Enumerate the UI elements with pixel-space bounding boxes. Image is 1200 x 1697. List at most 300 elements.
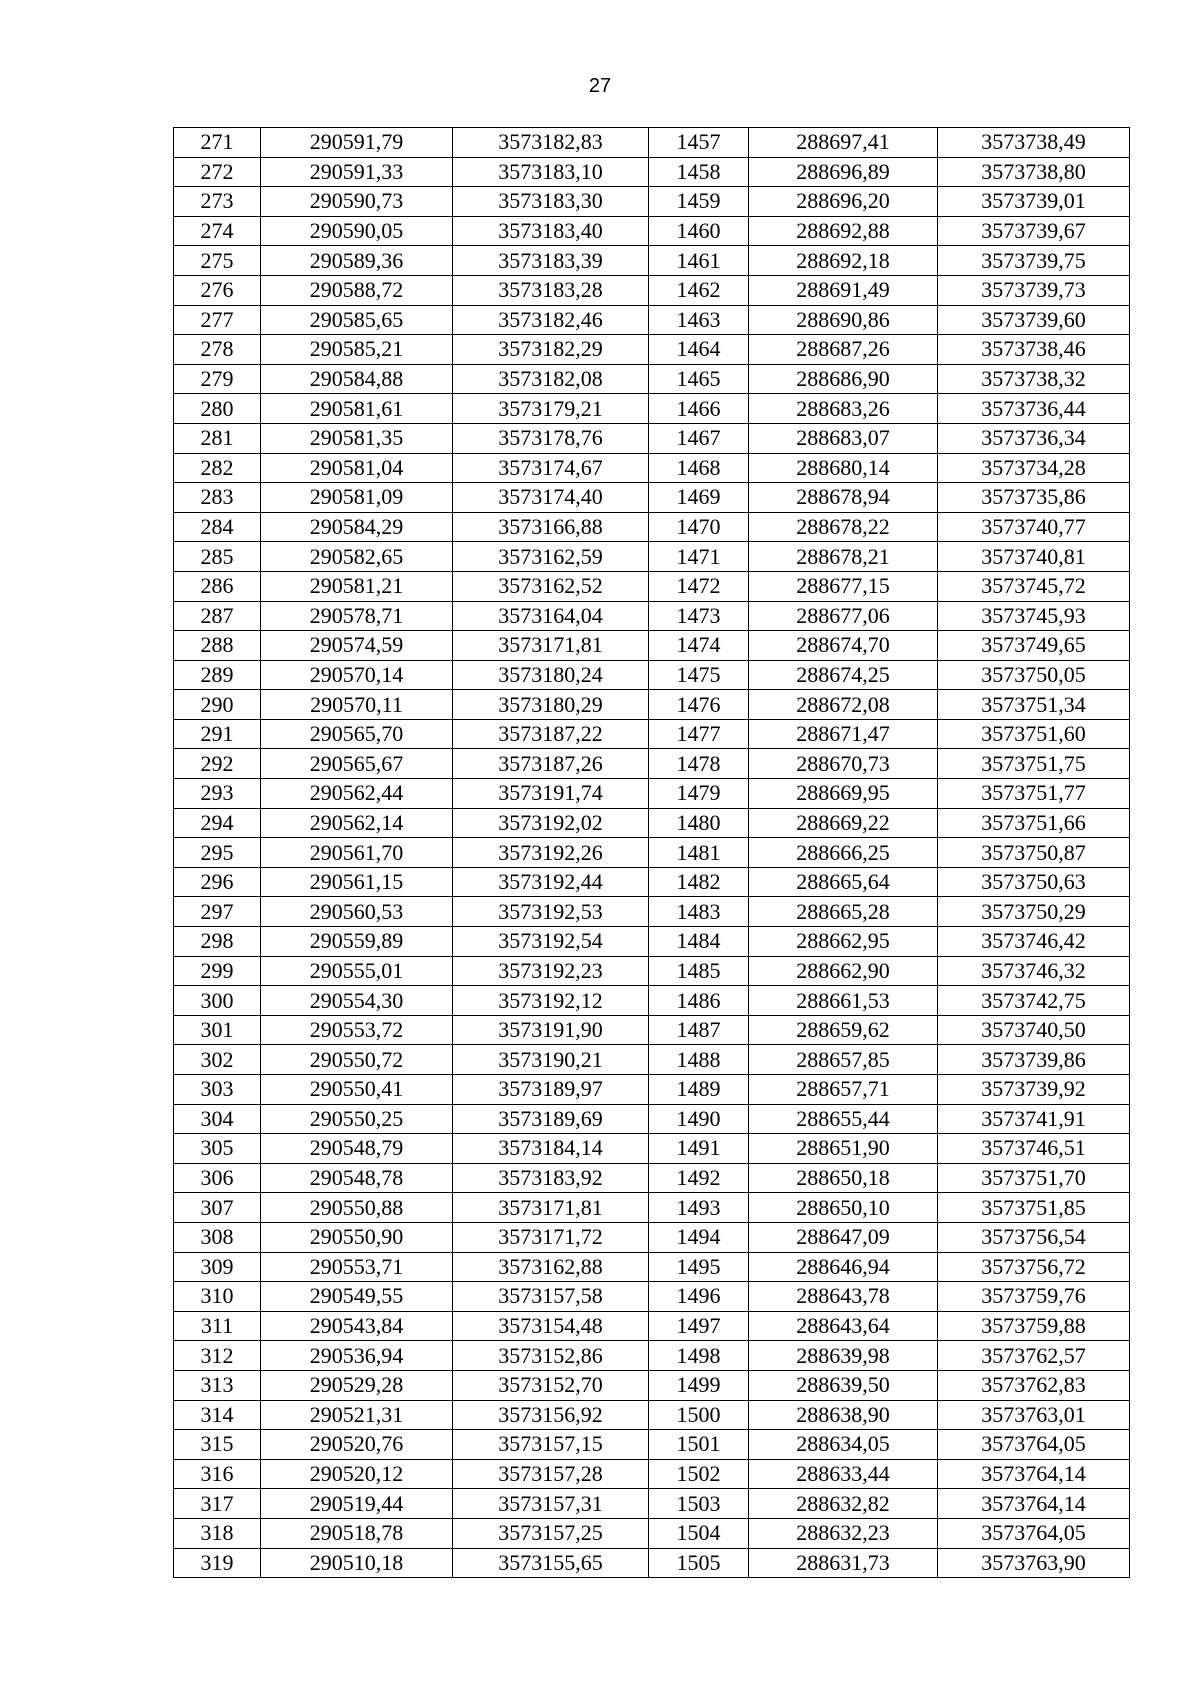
table-row	[174, 216, 1130, 246]
x-coordinate-right-cell: 288631,73	[749, 1548, 938, 1578]
table-row	[174, 867, 1130, 897]
point-number-left-cell: 285	[174, 542, 261, 572]
point-number-left-cell: 279	[174, 364, 261, 394]
x-coordinate-left-cell: 290578,71	[261, 601, 453, 631]
point-number-left-cell: 276	[174, 275, 261, 305]
x-coordinate-right-cell: 288651,90	[749, 1134, 938, 1164]
y-coordinate-right-cell: 3573745,93	[938, 601, 1130, 631]
y-coordinate-right-cell: 3573746,51	[938, 1134, 1130, 1164]
x-coordinate-right-cell: 288665,64	[749, 867, 938, 897]
table-row	[174, 364, 1130, 394]
point-number-right-cell: 1480	[649, 808, 749, 838]
y-coordinate-right-cell: 3573742,75	[938, 986, 1130, 1016]
point-number-left-cell: 272	[174, 157, 261, 187]
point-number-right-cell: 1461	[649, 246, 749, 276]
point-number-left-cell: 309	[174, 1252, 261, 1282]
y-coordinate-right-cell: 3573764,05	[938, 1518, 1130, 1548]
x-coordinate-right-cell: 288677,06	[749, 601, 938, 631]
x-coordinate-left-cell: 290550,88	[261, 1193, 453, 1223]
table-row	[174, 305, 1130, 335]
x-coordinate-right-cell: 288633,44	[749, 1459, 938, 1489]
y-coordinate-right-cell: 3573736,44	[938, 394, 1130, 424]
x-coordinate-right-cell: 288655,44	[749, 1104, 938, 1134]
x-coordinate-right-cell: 288639,50	[749, 1370, 938, 1400]
y-coordinate-left-cell: 3573183,92	[453, 1163, 649, 1193]
y-coordinate-left-cell: 3573192,44	[453, 867, 649, 897]
x-coordinate-right-cell: 288639,98	[749, 1341, 938, 1371]
table-row	[174, 1548, 1130, 1578]
x-coordinate-right-cell: 288643,64	[749, 1311, 938, 1341]
y-coordinate-left-cell: 3573162,88	[453, 1252, 649, 1282]
table-row	[174, 571, 1130, 601]
point-number-right-cell: 1467	[649, 423, 749, 453]
y-coordinate-right-cell: 3573738,49	[938, 128, 1130, 158]
table-row	[174, 1222, 1130, 1252]
x-coordinate-left-cell: 290536,94	[261, 1341, 453, 1371]
x-coordinate-left-cell: 290562,44	[261, 779, 453, 809]
y-coordinate-right-cell: 3573762,57	[938, 1341, 1130, 1371]
y-coordinate-left-cell: 3573174,40	[453, 483, 649, 513]
y-coordinate-right-cell: 3573740,81	[938, 542, 1130, 572]
table-row	[174, 1400, 1130, 1430]
page-number: 27	[588, 75, 612, 97]
y-coordinate-left-cell: 3573162,59	[453, 542, 649, 572]
point-number-left-cell: 289	[174, 660, 261, 690]
y-coordinate-right-cell: 3573741,91	[938, 1104, 1130, 1134]
y-coordinate-left-cell: 3573152,86	[453, 1341, 649, 1371]
x-coordinate-left-cell: 290553,72	[261, 1015, 453, 1045]
table-row	[174, 986, 1130, 1016]
point-number-right-cell: 1472	[649, 571, 749, 601]
point-number-left-cell: 310	[174, 1282, 261, 1312]
y-coordinate-right-cell: 3573739,67	[938, 216, 1130, 246]
x-coordinate-left-cell: 290588,72	[261, 275, 453, 305]
point-number-left-cell: 314	[174, 1400, 261, 1430]
y-coordinate-left-cell: 3573182,83	[453, 128, 649, 158]
x-coordinate-left-cell: 290543,84	[261, 1311, 453, 1341]
y-coordinate-left-cell: 3573180,24	[453, 660, 649, 690]
point-number-right-cell: 1499	[649, 1370, 749, 1400]
x-coordinate-left-cell: 290565,70	[261, 719, 453, 749]
point-number-left-cell: 307	[174, 1193, 261, 1223]
point-number-left-cell: 288	[174, 631, 261, 661]
y-coordinate-right-cell: 3573739,75	[938, 246, 1130, 276]
x-coordinate-right-cell: 288696,89	[749, 157, 938, 187]
point-number-right-cell: 1477	[649, 719, 749, 749]
x-coordinate-right-cell: 288680,14	[749, 453, 938, 483]
x-coordinate-right-cell: 288677,15	[749, 571, 938, 601]
point-number-left-cell: 278	[174, 335, 261, 365]
y-coordinate-left-cell: 3573182,29	[453, 335, 649, 365]
y-coordinate-left-cell: 3573154,48	[453, 1311, 649, 1341]
point-number-left-cell: 312	[174, 1341, 261, 1371]
point-number-right-cell: 1484	[649, 927, 749, 957]
y-coordinate-left-cell: 3573180,29	[453, 690, 649, 720]
x-coordinate-right-cell: 288657,71	[749, 1075, 938, 1105]
table-row	[174, 157, 1130, 187]
x-coordinate-left-cell: 290570,11	[261, 690, 453, 720]
point-number-left-cell: 300	[174, 986, 261, 1016]
point-number-right-cell: 1481	[649, 838, 749, 868]
point-number-right-cell: 1466	[649, 394, 749, 424]
x-coordinate-left-cell: 290581,35	[261, 423, 453, 453]
table-row	[174, 1075, 1130, 1105]
y-coordinate-left-cell: 3573156,92	[453, 1400, 649, 1430]
point-number-left-cell: 273	[174, 187, 261, 217]
x-coordinate-left-cell: 290553,71	[261, 1252, 453, 1282]
table-row	[174, 483, 1130, 513]
y-coordinate-left-cell: 3573171,81	[453, 631, 649, 661]
x-coordinate-right-cell: 288674,70	[749, 631, 938, 661]
x-coordinate-right-cell: 288650,10	[749, 1193, 938, 1223]
table-row	[174, 335, 1130, 365]
x-coordinate-left-cell: 290591,33	[261, 157, 453, 187]
x-coordinate-left-cell: 290591,79	[261, 128, 453, 158]
x-coordinate-right-cell: 288678,22	[749, 512, 938, 542]
table-row	[174, 1045, 1130, 1075]
point-number-right-cell: 1460	[649, 216, 749, 246]
x-coordinate-right-cell: 288659,62	[749, 1015, 938, 1045]
x-coordinate-left-cell: 290570,14	[261, 660, 453, 690]
x-coordinate-right-cell: 288646,94	[749, 1252, 938, 1282]
y-coordinate-left-cell: 3573192,23	[453, 956, 649, 986]
table-row	[174, 128, 1130, 158]
table-row	[174, 660, 1130, 690]
point-number-left-cell: 294	[174, 808, 261, 838]
x-coordinate-left-cell: 290585,65	[261, 305, 453, 335]
point-number-right-cell: 1482	[649, 867, 749, 897]
y-coordinate-left-cell: 3573182,08	[453, 364, 649, 394]
point-number-left-cell: 296	[174, 867, 261, 897]
point-number-right-cell: 1464	[649, 335, 749, 365]
table-row	[174, 1104, 1130, 1134]
x-coordinate-right-cell: 288662,95	[749, 927, 938, 957]
table-row	[174, 1163, 1130, 1193]
y-coordinate-right-cell: 3573759,88	[938, 1311, 1130, 1341]
point-number-left-cell: 282	[174, 453, 261, 483]
y-coordinate-right-cell: 3573751,77	[938, 779, 1130, 809]
x-coordinate-right-cell: 288670,73	[749, 749, 938, 779]
y-coordinate-left-cell: 3573183,39	[453, 246, 649, 276]
table-row	[174, 956, 1130, 986]
y-coordinate-right-cell: 3573746,32	[938, 956, 1130, 986]
point-number-right-cell: 1474	[649, 631, 749, 661]
x-coordinate-right-cell: 288657,85	[749, 1045, 938, 1075]
y-coordinate-left-cell: 3573189,69	[453, 1104, 649, 1134]
x-coordinate-left-cell: 290555,01	[261, 956, 453, 986]
point-number-left-cell: 298	[174, 927, 261, 957]
point-number-right-cell: 1458	[649, 157, 749, 187]
y-coordinate-left-cell: 3573184,14	[453, 1134, 649, 1164]
point-number-right-cell: 1496	[649, 1282, 749, 1312]
y-coordinate-right-cell: 3573762,83	[938, 1370, 1130, 1400]
point-number-right-cell: 1500	[649, 1400, 749, 1430]
table-row	[174, 1282, 1130, 1312]
y-coordinate-right-cell: 3573740,77	[938, 512, 1130, 542]
point-number-left-cell: 317	[174, 1489, 261, 1519]
y-coordinate-right-cell: 3573756,54	[938, 1222, 1130, 1252]
y-coordinate-left-cell: 3573187,26	[453, 749, 649, 779]
x-coordinate-right-cell: 288634,05	[749, 1430, 938, 1460]
x-coordinate-left-cell: 290562,14	[261, 808, 453, 838]
point-number-right-cell: 1495	[649, 1252, 749, 1282]
point-number-left-cell: 280	[174, 394, 261, 424]
x-coordinate-left-cell: 290584,29	[261, 512, 453, 542]
y-coordinate-right-cell: 3573751,60	[938, 719, 1130, 749]
point-number-right-cell: 1492	[649, 1163, 749, 1193]
point-number-right-cell: 1487	[649, 1015, 749, 1045]
x-coordinate-right-cell: 288662,90	[749, 956, 938, 986]
point-number-right-cell: 1476	[649, 690, 749, 720]
point-number-right-cell: 1473	[649, 601, 749, 631]
point-number-left-cell: 281	[174, 423, 261, 453]
point-number-right-cell: 1505	[649, 1548, 749, 1578]
table-row	[174, 453, 1130, 483]
coordinates-table	[173, 127, 1130, 1578]
x-coordinate-right-cell: 288666,25	[749, 838, 938, 868]
y-coordinate-left-cell: 3573162,52	[453, 571, 649, 601]
y-coordinate-right-cell: 3573736,34	[938, 423, 1130, 453]
y-coordinate-left-cell: 3573192,12	[453, 986, 649, 1016]
x-coordinate-left-cell: 290590,05	[261, 216, 453, 246]
y-coordinate-left-cell: 3573157,31	[453, 1489, 649, 1519]
point-number-left-cell: 305	[174, 1134, 261, 1164]
point-number-right-cell: 1503	[649, 1489, 749, 1519]
point-number-right-cell: 1478	[649, 749, 749, 779]
x-coordinate-right-cell: 288678,21	[749, 542, 938, 572]
y-coordinate-left-cell: 3573192,53	[453, 897, 649, 927]
table-row	[174, 187, 1130, 217]
y-coordinate-left-cell: 3573183,40	[453, 216, 649, 246]
x-coordinate-left-cell: 290520,12	[261, 1459, 453, 1489]
table-row	[174, 690, 1130, 720]
point-number-left-cell: 304	[174, 1104, 261, 1134]
table-row	[174, 897, 1130, 927]
y-coordinate-left-cell: 3573157,58	[453, 1282, 649, 1312]
x-coordinate-left-cell: 290581,21	[261, 571, 453, 601]
y-coordinate-left-cell: 3573178,76	[453, 423, 649, 453]
point-number-left-cell: 302	[174, 1045, 261, 1075]
table-row	[174, 1193, 1130, 1223]
table-row	[174, 542, 1130, 572]
y-coordinate-right-cell: 3573750,29	[938, 897, 1130, 927]
point-number-right-cell: 1486	[649, 986, 749, 1016]
y-coordinate-right-cell: 3573764,14	[938, 1459, 1130, 1489]
y-coordinate-right-cell: 3573756,72	[938, 1252, 1130, 1282]
y-coordinate-left-cell: 3573183,10	[453, 157, 649, 187]
x-coordinate-left-cell: 290581,09	[261, 483, 453, 513]
x-coordinate-left-cell: 290559,89	[261, 927, 453, 957]
x-coordinate-left-cell: 290520,76	[261, 1430, 453, 1460]
y-coordinate-right-cell: 3573751,34	[938, 690, 1130, 720]
table-row	[174, 1341, 1130, 1371]
x-coordinate-left-cell: 290581,61	[261, 394, 453, 424]
y-coordinate-right-cell: 3573738,80	[938, 157, 1130, 187]
point-number-right-cell: 1465	[649, 364, 749, 394]
point-number-right-cell: 1471	[649, 542, 749, 572]
y-coordinate-right-cell: 3573759,76	[938, 1282, 1130, 1312]
y-coordinate-right-cell: 3573763,90	[938, 1548, 1130, 1578]
table-row	[174, 1134, 1130, 1164]
point-number-left-cell: 271	[174, 128, 261, 158]
y-coordinate-left-cell: 3573174,67	[453, 453, 649, 483]
x-coordinate-left-cell: 290561,15	[261, 867, 453, 897]
point-number-left-cell: 316	[174, 1459, 261, 1489]
point-number-left-cell: 306	[174, 1163, 261, 1193]
y-coordinate-right-cell: 3573739,01	[938, 187, 1130, 217]
x-coordinate-right-cell: 288661,53	[749, 986, 938, 1016]
point-number-left-cell: 319	[174, 1548, 261, 1578]
table-row	[174, 512, 1130, 542]
y-coordinate-right-cell: 3573751,75	[938, 749, 1130, 779]
y-coordinate-left-cell: 3573192,54	[453, 927, 649, 957]
x-coordinate-left-cell: 290560,53	[261, 897, 453, 927]
x-coordinate-right-cell: 288647,09	[749, 1222, 938, 1252]
x-coordinate-right-cell: 288686,90	[749, 364, 938, 394]
y-coordinate-left-cell: 3573157,28	[453, 1459, 649, 1489]
x-coordinate-left-cell: 290518,78	[261, 1518, 453, 1548]
table-row	[174, 394, 1130, 424]
x-coordinate-left-cell: 290548,79	[261, 1134, 453, 1164]
x-coordinate-left-cell: 290590,73	[261, 187, 453, 217]
x-coordinate-right-cell: 288671,47	[749, 719, 938, 749]
point-number-right-cell: 1502	[649, 1459, 749, 1489]
point-number-right-cell: 1469	[649, 483, 749, 513]
y-coordinate-left-cell: 3573157,25	[453, 1518, 649, 1548]
point-number-left-cell: 283	[174, 483, 261, 513]
y-coordinate-right-cell: 3573738,32	[938, 364, 1130, 394]
y-coordinate-right-cell: 3573750,63	[938, 867, 1130, 897]
x-coordinate-left-cell: 290521,31	[261, 1400, 453, 1430]
x-coordinate-left-cell: 290589,36	[261, 246, 453, 276]
y-coordinate-left-cell: 3573182,46	[453, 305, 649, 335]
y-coordinate-right-cell: 3573746,42	[938, 927, 1130, 957]
x-coordinate-right-cell: 288638,90	[749, 1400, 938, 1430]
coordinates-table-body	[174, 128, 1130, 1578]
point-number-left-cell: 292	[174, 749, 261, 779]
point-number-left-cell: 301	[174, 1015, 261, 1045]
point-number-left-cell: 311	[174, 1311, 261, 1341]
point-number-right-cell: 1463	[649, 305, 749, 335]
point-number-right-cell: 1479	[649, 779, 749, 809]
point-number-left-cell: 315	[174, 1430, 261, 1460]
y-coordinate-right-cell: 3573734,28	[938, 453, 1130, 483]
x-coordinate-left-cell: 290519,44	[261, 1489, 453, 1519]
table-row	[174, 719, 1130, 749]
table-row	[174, 631, 1130, 661]
y-coordinate-left-cell: 3573190,21	[453, 1045, 649, 1075]
x-coordinate-left-cell: 290550,90	[261, 1222, 453, 1252]
table-row	[174, 749, 1130, 779]
table-row	[174, 423, 1130, 453]
y-coordinate-left-cell: 3573192,26	[453, 838, 649, 868]
x-coordinate-right-cell: 288697,41	[749, 128, 938, 158]
point-number-left-cell: 295	[174, 838, 261, 868]
point-number-right-cell: 1470	[649, 512, 749, 542]
point-number-right-cell: 1493	[649, 1193, 749, 1223]
y-coordinate-left-cell: 3573191,90	[453, 1015, 649, 1045]
point-number-left-cell: 277	[174, 305, 261, 335]
point-number-left-cell: 284	[174, 512, 261, 542]
x-coordinate-left-cell: 290510,18	[261, 1548, 453, 1578]
x-coordinate-left-cell: 290582,65	[261, 542, 453, 572]
x-coordinate-right-cell: 288683,07	[749, 423, 938, 453]
x-coordinate-right-cell: 288669,22	[749, 808, 938, 838]
y-coordinate-left-cell: 3573187,22	[453, 719, 649, 749]
y-coordinate-right-cell: 3573764,14	[938, 1489, 1130, 1519]
point-number-left-cell: 291	[174, 719, 261, 749]
point-number-left-cell: 303	[174, 1075, 261, 1105]
table-row	[174, 601, 1130, 631]
x-coordinate-left-cell: 290581,04	[261, 453, 453, 483]
point-number-right-cell: 1485	[649, 956, 749, 986]
point-number-left-cell: 297	[174, 897, 261, 927]
point-number-right-cell: 1501	[649, 1430, 749, 1460]
x-coordinate-right-cell: 288665,28	[749, 897, 938, 927]
y-coordinate-right-cell: 3573764,05	[938, 1430, 1130, 1460]
y-coordinate-right-cell: 3573739,86	[938, 1045, 1130, 1075]
table-row	[174, 808, 1130, 838]
point-number-left-cell: 290	[174, 690, 261, 720]
y-coordinate-right-cell: 3573740,50	[938, 1015, 1130, 1045]
point-number-right-cell: 1489	[649, 1075, 749, 1105]
x-coordinate-left-cell: 290561,70	[261, 838, 453, 868]
x-coordinate-left-cell: 290548,78	[261, 1163, 453, 1193]
y-coordinate-right-cell: 3573750,87	[938, 838, 1130, 868]
x-coordinate-right-cell: 288687,26	[749, 335, 938, 365]
point-number-right-cell: 1462	[649, 275, 749, 305]
point-number-right-cell: 1491	[649, 1134, 749, 1164]
y-coordinate-left-cell: 3573171,81	[453, 1193, 649, 1223]
table-row	[174, 1489, 1130, 1519]
table-row	[174, 1459, 1130, 1489]
point-number-left-cell: 286	[174, 571, 261, 601]
table-row	[174, 927, 1130, 957]
table-row	[174, 246, 1130, 276]
point-number-left-cell: 293	[174, 779, 261, 809]
point-number-right-cell: 1494	[649, 1222, 749, 1252]
x-coordinate-right-cell: 288678,94	[749, 483, 938, 513]
point-number-right-cell: 1488	[649, 1045, 749, 1075]
x-coordinate-right-cell: 288669,95	[749, 779, 938, 809]
x-coordinate-right-cell: 288632,23	[749, 1518, 938, 1548]
y-coordinate-right-cell: 3573739,92	[938, 1075, 1130, 1105]
y-coordinate-left-cell: 3573157,15	[453, 1430, 649, 1460]
y-coordinate-left-cell: 3573171,72	[453, 1222, 649, 1252]
x-coordinate-left-cell: 290584,88	[261, 364, 453, 394]
point-number-right-cell: 1475	[649, 660, 749, 690]
y-coordinate-left-cell: 3573183,30	[453, 187, 649, 217]
point-number-right-cell: 1490	[649, 1104, 749, 1134]
x-coordinate-left-cell: 290550,25	[261, 1104, 453, 1134]
x-coordinate-right-cell: 288696,20	[749, 187, 938, 217]
y-coordinate-right-cell: 3573751,85	[938, 1193, 1130, 1223]
x-coordinate-right-cell: 288692,18	[749, 246, 938, 276]
x-coordinate-right-cell: 288692,88	[749, 216, 938, 246]
y-coordinate-right-cell: 3573763,01	[938, 1400, 1130, 1430]
point-number-left-cell: 275	[174, 246, 261, 276]
y-coordinate-right-cell: 3573738,46	[938, 335, 1130, 365]
x-coordinate-left-cell: 290550,41	[261, 1075, 453, 1105]
y-coordinate-left-cell: 3573189,97	[453, 1075, 649, 1105]
y-coordinate-left-cell: 3573155,65	[453, 1548, 649, 1578]
y-coordinate-right-cell: 3573751,70	[938, 1163, 1130, 1193]
y-coordinate-left-cell: 3573152,70	[453, 1370, 649, 1400]
x-coordinate-right-cell: 288643,78	[749, 1282, 938, 1312]
y-coordinate-right-cell: 3573749,65	[938, 631, 1130, 661]
table-row	[174, 1311, 1130, 1341]
x-coordinate-right-cell: 288683,26	[749, 394, 938, 424]
